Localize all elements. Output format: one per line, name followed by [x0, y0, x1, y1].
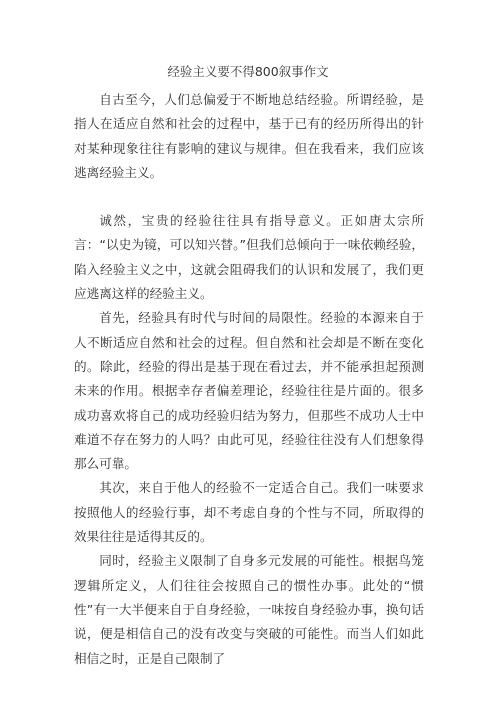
document-title: 经验主义要不得800叙事作文 — [167, 64, 329, 79]
paragraph-2: 诚然，宝贵的经验往往具有指导意义。正如唐太宗所言：“以史为镜，可以知兴替。”但我们总倾向于一味依赖经验，陷入经验主义之中，这就会阻碍我们的认识和发展了，我们更应逃离这样的经验主义。 — [74, 213, 424, 302]
paragraph-1: 自古至今，人们总偏爱于不断地总结经验。所谓经验，是指人在适应自然和社会的过程中，基于已有的经历所得出的针对某种现象往往有影响的建议与规律。但在我看来，我们应该逃离经验主义。 — [74, 92, 424, 180]
paragraph-4: 其次，来自于他人的经验不一定适合自己。我们一味要求按照他人的经验行事，却不考虑自身的个性与不同，所取得的效果往往是适得其反的。 — [74, 480, 424, 545]
paragraph-3: 首先，经验具有时代与时间的局限性。经验的本源来自于人不断适应自然和社会的过程。但自然和社会却是不断在变化的。除此，经验的得出是基于现在看过去，并不能承担起预测未来的作用。根据幸存者偏差理论，经验往往是片面的。很多成功喜欢将自己的成功经验归结为努力，但那些不成功人士中难道不存在努力的人吗？由此可见，经验往往没有人们想象得那么可靠。 — [74, 310, 424, 472]
paragraph-5: 同时，经验主义限制了自身多元发展的可能性。根据鸟笼逻辑所定义，人们往往会按照自己的惯性办事。此处的“惯性”有一大半便来自于自身经验，一味按自身经验办事，换句话说，便是相信自己的没有改变与突破的可能性。而当人们如此相信之时，正是自己限制了 — [74, 553, 424, 666]
document-body — [74, 88, 424, 671]
